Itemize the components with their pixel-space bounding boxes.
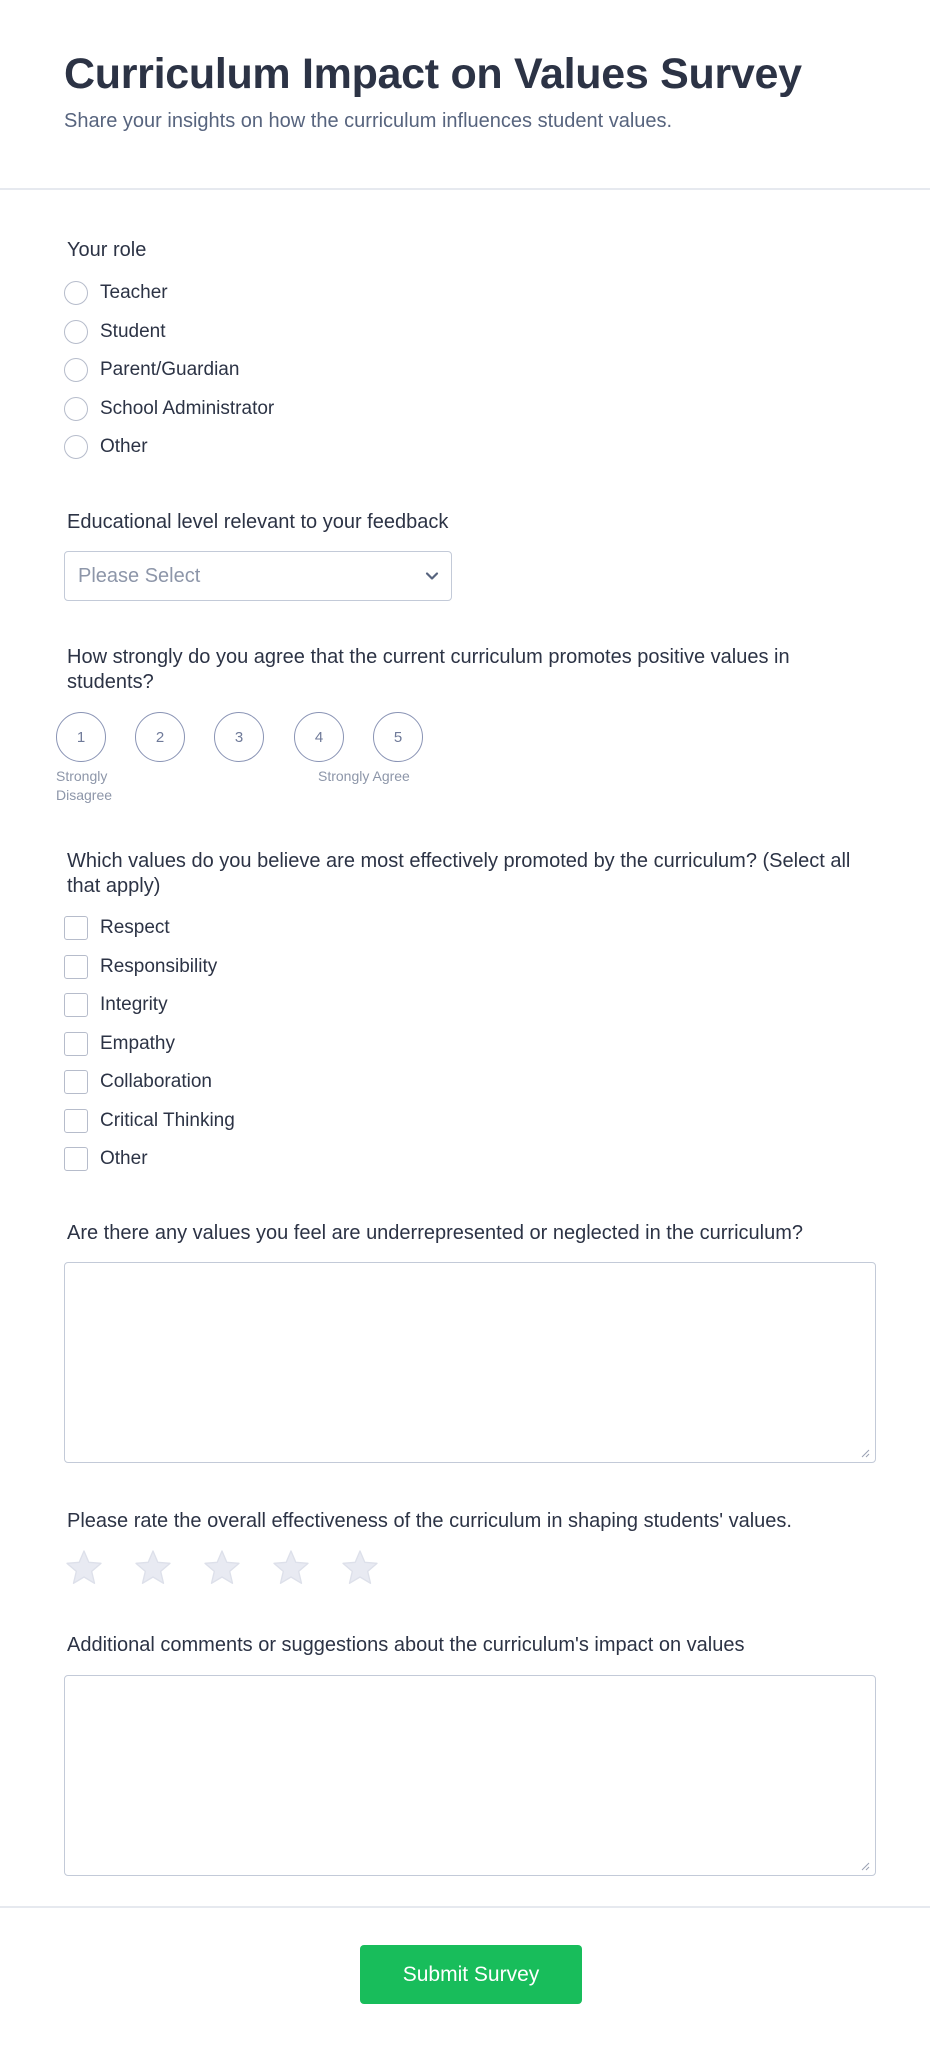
scale-low-label: Strongly Disagree (56, 768, 113, 803)
star-3-icon[interactable] (201, 1548, 243, 1588)
checkbox[interactable] (64, 955, 88, 979)
scale-option-3[interactable]: 3 (214, 712, 264, 762)
role-option-label: Parent/Guardian (100, 359, 240, 380)
star-5-icon[interactable] (339, 1548, 381, 1588)
value-option-empathy[interactable] (64, 1031, 175, 1057)
role-option-label: Other (100, 436, 148, 457)
role-option-label: School Administrator (100, 398, 275, 419)
form-header (0, 0, 930, 190)
radio-button[interactable] (64, 435, 88, 459)
scale-option-5[interactable]: 5 (373, 712, 423, 762)
checkbox[interactable] (64, 1032, 88, 1056)
value-option-label: Empathy (100, 1033, 175, 1054)
radio-button[interactable] (64, 281, 88, 305)
select-placeholder: Please Select (78, 564, 201, 587)
page-title: Curriculum Impact on Values Survey (64, 50, 802, 98)
checkbox[interactable] (64, 1147, 88, 1171)
radio-button[interactable] (64, 397, 88, 421)
value-option-collaboration[interactable] (64, 1069, 212, 1095)
scale-option-1[interactable]: 1 (56, 712, 106, 762)
footer-divider (0, 1906, 930, 1908)
value-option-label: Collaboration (100, 1071, 212, 1092)
star-2-icon[interactable] (132, 1548, 174, 1588)
value-option-label: Integrity (100, 994, 168, 1015)
scale-high-label: Strongly Agree (318, 768, 410, 784)
checkbox[interactable] (64, 916, 88, 940)
value-option-label: Critical Thinking (100, 1110, 235, 1131)
value-option-integrity[interactable] (64, 992, 168, 1018)
radio-button[interactable] (64, 358, 88, 382)
role-option-label: Student (100, 321, 166, 342)
value-option-label: Other (100, 1148, 148, 1169)
education-level-label: Educational level relevant to your feedback (67, 511, 449, 533)
chevron-down-icon (425, 569, 439, 583)
underrepresented-textarea[interactable] (64, 1262, 876, 1463)
radio-button[interactable] (64, 320, 88, 344)
checkbox[interactable] (64, 1070, 88, 1094)
underrepresented-question-label: Are there any values you feel are underrepresented or neglected in the curriculum? (67, 1222, 803, 1244)
comments-question-label: Additional comments or suggestions about the curriculum's impact on values (67, 1634, 745, 1656)
submit-survey-button[interactable]: Submit Survey (360, 1945, 582, 2004)
value-option-label: Responsibility (100, 956, 218, 977)
page-subtitle: Share your insights on how the curriculum influences student values. (64, 110, 673, 132)
role-option-school-administrator[interactable] (64, 396, 274, 422)
checkbox[interactable] (64, 1109, 88, 1133)
scale-option-4[interactable]: 4 (294, 712, 344, 762)
value-option-label: Respect (100, 917, 170, 938)
scale-option-2[interactable]: 2 (135, 712, 185, 762)
value-option-respect[interactable] (64, 915, 170, 941)
values-question-label: Which values do you believe are most effectively promoted by the curriculum? (Select all that apply) (67, 850, 851, 897)
role-option-parent-guardian[interactable] (64, 357, 239, 383)
value-option-critical-thinking[interactable] (64, 1108, 235, 1134)
role-option-teacher[interactable] (64, 280, 168, 306)
education-level-select[interactable] (64, 551, 452, 601)
agreement-question-label: How strongly do you agree that the current curriculum promotes positive values in students? (67, 646, 790, 693)
value-option-responsibility[interactable] (64, 954, 217, 980)
value-option-other[interactable] (64, 1146, 148, 1172)
star-1-icon[interactable] (63, 1548, 105, 1588)
resize-grip-icon[interactable] (860, 1861, 870, 1871)
star-4-icon[interactable] (270, 1548, 312, 1588)
role-option-label: Teacher (100, 282, 168, 303)
comments-textarea[interactable] (64, 1675, 876, 1876)
effectiveness-question-label: Please rate the overall effectiveness of the curriculum in shaping students' values. (67, 1510, 792, 1532)
role-question-label: Your role (67, 239, 147, 261)
role-option-other[interactable] (64, 434, 148, 460)
checkbox[interactable] (64, 993, 88, 1017)
role-option-student[interactable] (64, 319, 166, 345)
resize-grip-icon[interactable] (860, 1448, 870, 1458)
